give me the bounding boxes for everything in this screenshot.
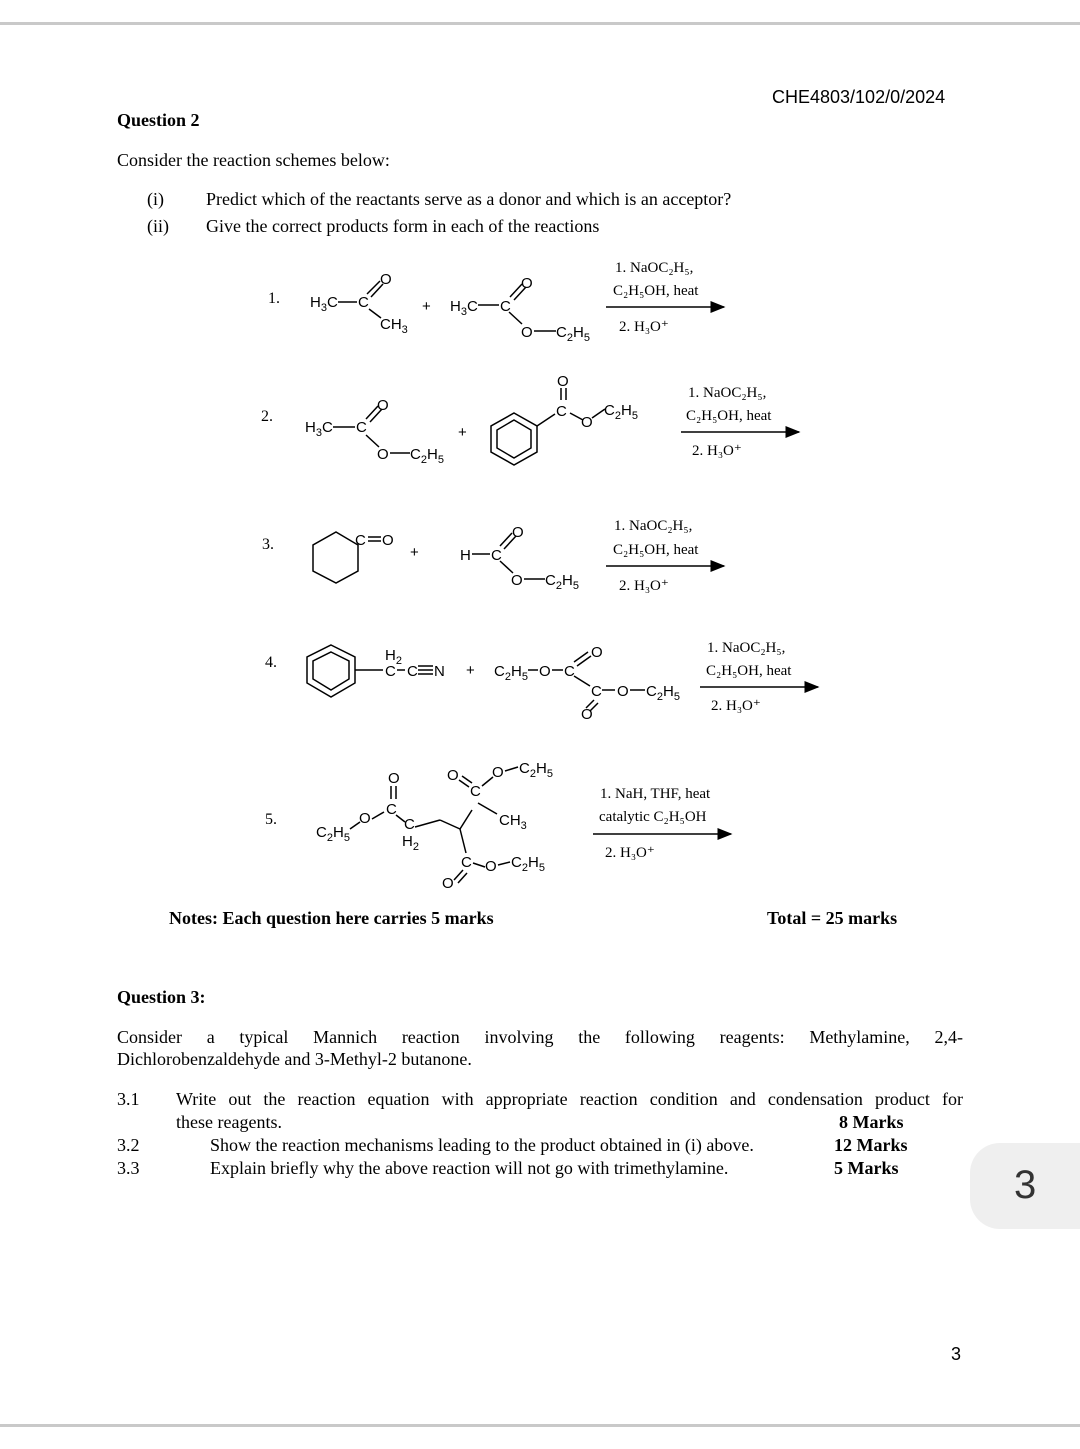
reaction-3-number: 3. — [262, 536, 274, 553]
svg-text:C2H5: $C_2H_5$ — [556, 324, 590, 344]
reaction-1-condition-3: 2. H₃O⁺ — [619, 319, 669, 335]
reaction-1-condition-2: C₂H₅OH, heat — [613, 283, 699, 299]
svg-text:C: C — [386, 801, 397, 818]
svg-text:C2H5: $C_2H_5$ — [511, 854, 545, 874]
svg-text:C2H5: $C_2H_5$ — [646, 683, 680, 703]
svg-text:O: O — [380, 271, 392, 288]
svg-text:O: O — [557, 373, 569, 390]
svg-text:O: O — [377, 446, 389, 463]
svg-text:C: C — [407, 663, 418, 680]
reaction-3-condition-2: C₂H₅OH, heat — [613, 542, 699, 558]
svg-text:H3C: $H_3C$ — [310, 294, 338, 314]
svg-text:C: C — [500, 298, 511, 315]
item-3-3-marks: 5 Marks — [834, 1158, 899, 1178]
svg-text:H2: $H_2$ — [385, 647, 402, 667]
reaction-2-ethyl-acetate — [305, 397, 444, 466]
reaction-2-number: 2. — [261, 408, 273, 425]
svg-text:C2H5: $C_2H_5$ — [604, 402, 638, 422]
reaction-1-condition-1: 1. NaOC₂H₅, — [615, 260, 694, 276]
svg-text:O: O — [512, 524, 524, 541]
svg-text:C2H5: $C_2H_5$ — [494, 663, 528, 683]
question-2-total: Total = 25 marks — [767, 908, 898, 928]
reaction-2-condition-1: 1. NaOC₂H₅, — [688, 385, 767, 401]
svg-text:O: O — [521, 275, 533, 292]
svg-text:O: O — [377, 397, 389, 414]
svg-text:O: O — [442, 875, 454, 892]
svg-text:C2H5: $C_2H_5$ — [545, 572, 579, 592]
svg-text:O: O — [485, 858, 497, 875]
item-3-2-text: Show the reaction mechanisms leading to the product obtained in (i) above. — [210, 1135, 754, 1155]
svg-text:C2H5: $C_2H_5$ — [519, 760, 553, 780]
reaction-5-triester — [316, 760, 553, 892]
reaction-4-diethyl-carbonate — [494, 644, 680, 723]
question-3-intro-line-1: Consider a typical Mannich reaction involving the following reagents: Methylamine, 2,4- — [117, 1027, 963, 1047]
reaction-1-number: 1. — [268, 290, 280, 307]
reaction-4-number: 4. — [265, 654, 277, 671]
svg-text:C: C — [385, 663, 396, 680]
question-3-intro-line-2: Dichlorobenzaldehyde and 3-Methyl-2 butanone. — [117, 1049, 472, 1069]
svg-text:O: O — [617, 683, 629, 700]
reaction-1-acetone — [310, 271, 408, 336]
question-2-title: Question 2 — [117, 110, 200, 130]
reaction-2-condition-3: 2. H₃O⁺ — [692, 443, 742, 459]
reaction-4-condition-2: C₂H₅OH, heat — [706, 663, 792, 679]
svg-text:C: C — [358, 294, 369, 311]
part-ii-text: Give the correct products form in each of the reactions — [206, 216, 600, 236]
svg-text:C2H5: $C_2H_5$ — [316, 824, 350, 844]
svg-text:O: O — [521, 324, 533, 341]
reaction-2-plus: + — [458, 424, 467, 441]
reaction-1-plus: + — [422, 298, 431, 315]
reaction-5-condition-3: 2. H₃O⁺ — [605, 845, 655, 861]
question-2-intro: Consider the reaction schemes below: — [117, 150, 390, 170]
reaction-1-ethyl-acetate — [450, 275, 590, 344]
svg-text:O: O — [539, 663, 551, 680]
svg-text:H2: $H_2$ — [402, 833, 419, 853]
part-i-label: (i) — [147, 189, 164, 209]
item-3-1-number: 3.1 — [117, 1089, 140, 1109]
reaction-2-condition-2: C₂H₅OH, heat — [686, 408, 772, 424]
reaction-4-plus: + — [466, 662, 475, 679]
reaction-4-condition-1: 1. NaOC₂H₅, — [707, 640, 786, 656]
footer-page-number: 3 — [951, 1344, 962, 1364]
reaction-3-plus: + — [410, 544, 419, 561]
page-number-tab[interactable] — [970, 1143, 1080, 1229]
svg-text:N: N — [434, 663, 445, 680]
reaction-5-condition-2: catalytic C₂H₅OH — [599, 809, 707, 825]
svg-text:CH3: $CH_3$ — [380, 316, 408, 336]
svg-text:C2H5: $C_2H_5$ — [410, 446, 444, 466]
svg-text:C: C — [355, 532, 366, 549]
svg-text:C: C — [556, 403, 567, 420]
question-3-title: Question 3: — [117, 987, 206, 1007]
svg-text:CH3: $CH_3$ — [499, 812, 527, 832]
svg-text:C: C — [404, 816, 415, 833]
reaction-5-number: 5. — [265, 811, 277, 828]
reaction-5-condition-1: 1. NaH, THF, heat — [600, 786, 711, 802]
reaction-4-condition-3: 2. H₃O⁺ — [711, 698, 761, 714]
svg-text:O: O — [359, 810, 371, 827]
part-ii-label: (ii) — [147, 216, 169, 236]
reaction-3-condition-3: 2. H₃O⁺ — [619, 578, 669, 594]
svg-text:O: O — [581, 414, 593, 431]
item-3-3-text: Explain briefly why the above reaction will not go with trimethylamine. — [210, 1158, 729, 1178]
svg-text:H: H — [460, 547, 471, 564]
svg-text:C: C — [491, 547, 502, 564]
reaction-2-ethyl-benzoate — [491, 373, 638, 465]
svg-text:O: O — [388, 770, 400, 787]
item-3-1-line-2: these reagents. — [176, 1112, 282, 1132]
svg-text:O: O — [382, 532, 394, 549]
reaction-3-cyclohexanone — [313, 532, 394, 583]
svg-text:O: O — [591, 644, 603, 661]
svg-text:C: C — [564, 663, 575, 680]
reaction-3-condition-1: 1. NaOC₂H₅, — [614, 518, 693, 534]
item-3-1-marks: 8 Marks — [839, 1112, 904, 1132]
svg-text:O: O — [581, 706, 593, 723]
svg-text:O: O — [511, 572, 523, 589]
part-i-text: Predict which of the reactants serve as a donor and which is an acceptor? — [206, 189, 732, 209]
page-number-tab-label: 3 — [1014, 1163, 1037, 1207]
svg-text:C: C — [591, 683, 602, 700]
svg-text:H3C: $H_3C$ — [450, 298, 478, 318]
reaction-4-benzyl-cyanide — [307, 645, 445, 697]
question-2-notes: Notes: Each question here carries 5 marks — [169, 908, 494, 928]
course-code: CHE4803/102/0/2024 — [772, 87, 946, 107]
svg-text:C: C — [461, 854, 472, 871]
reaction-3-ethyl-formate — [460, 524, 579, 592]
item-3-2-marks: 12 Marks — [834, 1135, 908, 1155]
svg-text:O: O — [447, 767, 459, 784]
item-3-2-number: 3.2 — [117, 1135, 140, 1155]
item-3-3-number: 3.3 — [117, 1158, 140, 1178]
svg-text:C: C — [470, 783, 481, 800]
item-3-1-line-1: Write out the reaction equation with appropriate reaction condition and condensation product for — [176, 1089, 963, 1109]
svg-text:O: O — [492, 764, 504, 781]
svg-text:H3C: $H_3C$ — [305, 419, 333, 439]
svg-text:C: C — [356, 419, 367, 436]
